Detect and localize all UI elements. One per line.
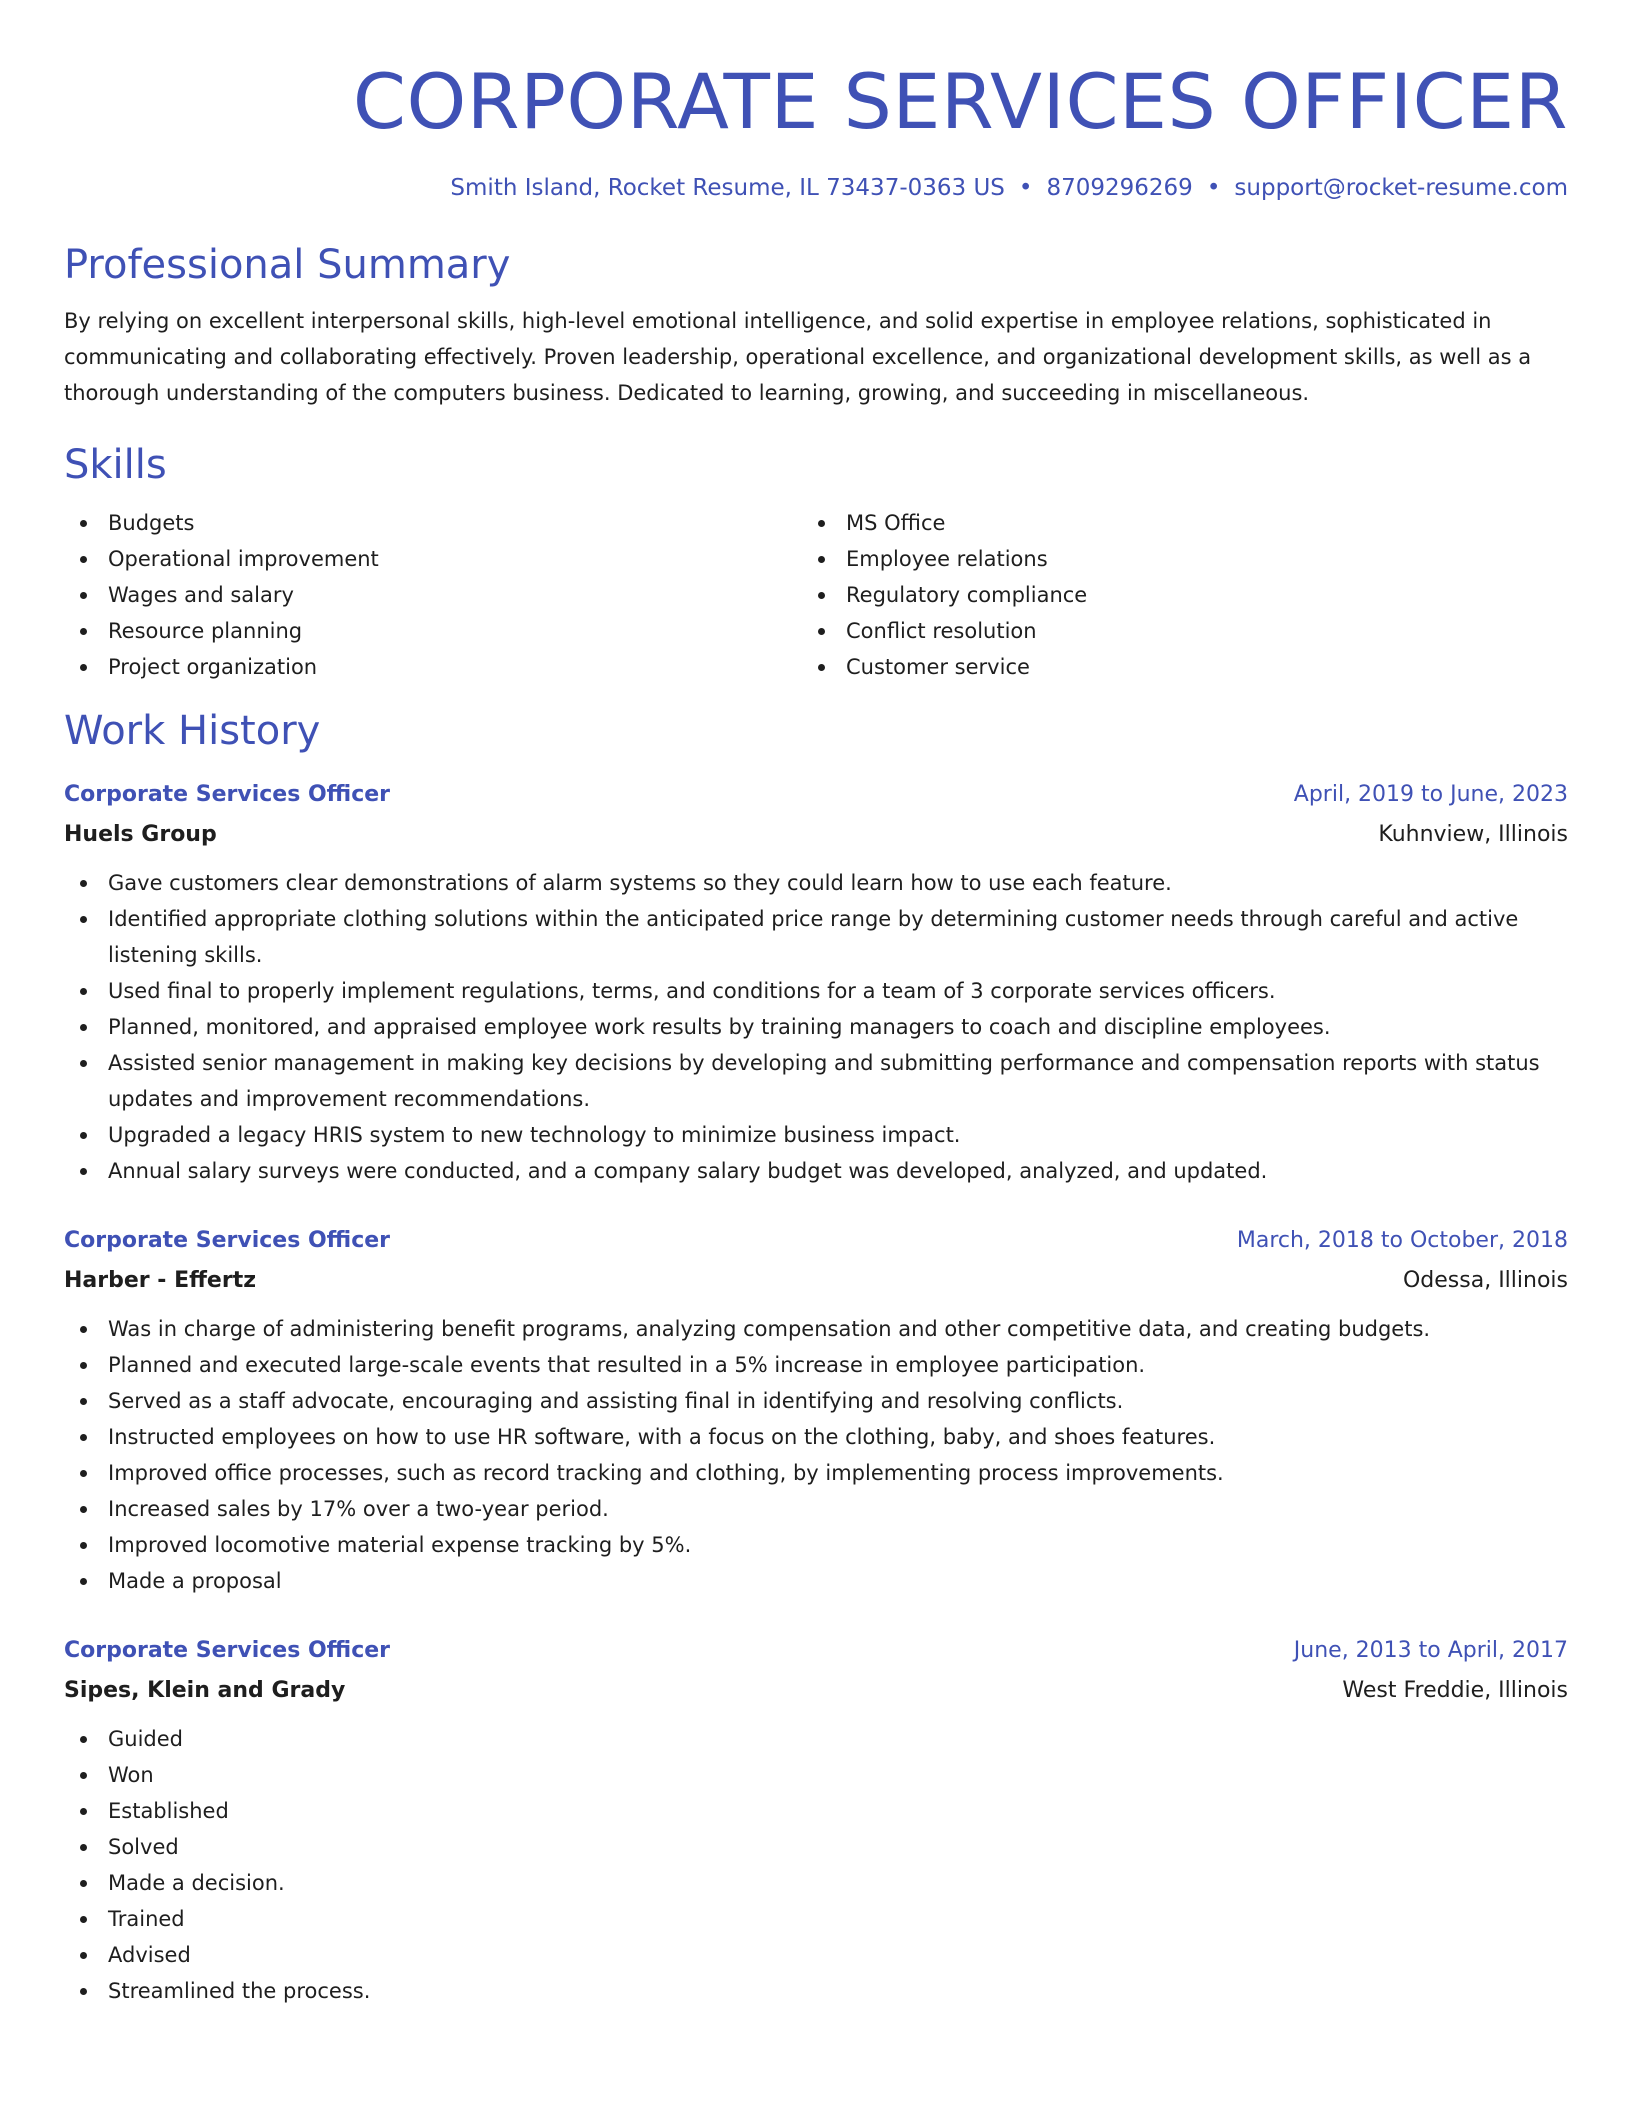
job-header (64, 775, 1568, 815)
job-entry (64, 1631, 1568, 2009)
job-bullets (64, 865, 1568, 1189)
job-entry (64, 775, 1568, 1189)
job-bullet: Gave customers clear demonstrations of alarm systems so they could learn how to use each feature. (64, 865, 1568, 901)
job-bullet: Used final to properly implement regulations, terms, and conditions for a team of 3 corporate services officers. (64, 973, 1568, 1009)
contact-phone: 8709296269 (1046, 175, 1193, 201)
job-bullet: Advised (64, 1937, 1568, 1973)
resume-name: CORPORATE SERVICES OFFICER (352, 57, 1568, 146)
job-dates: June, 2013 to April, 2017 (1293, 1638, 1568, 1663)
job-bullet: Established (64, 1793, 1568, 1829)
job-bullet: Was in charge of administering benefit programs, analyzing compensation and other competitive data, and creating budgets. (64, 1311, 1568, 1347)
job-bullet: Made a proposal (64, 1563, 1568, 1599)
skill-item: Customer service (802, 649, 1568, 685)
skills-column-left (64, 505, 802, 685)
job-bullet: Annual salary surveys were conducted, and a company salary budget was developed, analyzed, and updated. (64, 1153, 1568, 1189)
contact-email: support@rocket-resume.com (1234, 175, 1568, 201)
summary-text: By relying on excellent interpersonal skills, high-level emotional intelligence, and solid expertise in employee relations, sophisticated in communicating and collaborating effectively. Proven leadership, operational excellence, and organizational development skills, as well as a thorough understanding of the computers business. Dedicated to learning, growing, and succeeding in miscellaneous. (64, 309, 1532, 405)
job-bullet: Instructed employees on how to use HR software, with a focus on the clothing, baby, and shoes features. (64, 1419, 1568, 1455)
skills-list (64, 505, 1568, 685)
skill-item: Resource planning (64, 613, 802, 649)
skill-item: Operational improvement (64, 541, 802, 577)
job-subheader (64, 1671, 1568, 1711)
job-title: Corporate Services Officer (64, 782, 391, 807)
job-subheader (64, 1261, 1568, 1301)
skill-item: Conflict resolution (802, 613, 1568, 649)
skills-column-right (802, 505, 1568, 685)
job-bullet: Served as a staff advocate, encouraging and assisting final in identifying and resolving conflicts. (64, 1383, 1568, 1419)
job-location: Odessa, Illinois (1402, 1268, 1568, 1293)
job-bullet: Trained (64, 1901, 1568, 1937)
job-company: Huels Group (64, 822, 217, 847)
job-company: Sipes, Klein and Grady (64, 1678, 346, 1703)
skills-heading: Skills (64, 442, 167, 488)
job-bullet: Made a decision. (64, 1865, 1568, 1901)
skill-item: Employee relations (802, 541, 1568, 577)
contact-separator: • (1206, 175, 1221, 201)
contact-line (64, 173, 1568, 203)
job-bullet: Increased sales by 17% over a two-year period. (64, 1491, 1568, 1527)
job-header (64, 1221, 1568, 1261)
skill-item: Budgets (64, 505, 802, 541)
skill-item: Regulatory compliance (802, 577, 1568, 613)
job-title: Corporate Services Officer (64, 1638, 391, 1663)
summary-heading: Professional Summary (64, 242, 511, 288)
job-bullet: Upgraded a legacy HRIS system to new technology to minimize business impact. (64, 1117, 1568, 1153)
job-bullet: Identified appropriate clothing solutions within the anticipated price range by determining customer needs through careful and active listening skills. (64, 901, 1568, 973)
job-title: Corporate Services Officer (64, 1228, 391, 1253)
job-subheader (64, 815, 1568, 855)
job-bullet: Assisted senior management in making key decisions by developing and submitting performance and compensation reports with status updates and improvement recommendations. (64, 1045, 1568, 1117)
job-header (64, 1631, 1568, 1671)
job-dates: April, 2019 to June, 2023 (1293, 782, 1568, 807)
job-bullet: Planned, monitored, and appraised employee work results by training managers to coach and discipline employees. (64, 1009, 1568, 1045)
job-bullets (64, 1721, 1568, 2009)
job-location: Kuhnview, Illinois (1378, 822, 1568, 847)
job-entry (64, 1221, 1568, 1599)
skill-item: MS Office (802, 505, 1568, 541)
contact-address: Smith Island, Rocket Resume, IL 73437-0363 US (450, 175, 1005, 201)
job-bullet: Solved (64, 1829, 1568, 1865)
job-bullet: Improved office processes, such as record tracking and clothing, by implementing process improvements. (64, 1455, 1568, 1491)
contact-separator: • (1018, 175, 1033, 201)
job-company: Harber - Effertz (64, 1268, 257, 1293)
skill-item: Wages and salary (64, 577, 802, 613)
work-history-heading: Work History (64, 708, 321, 754)
job-bullets (64, 1311, 1568, 1599)
job-bullet: Improved locomotive material expense tracking by 5%. (64, 1527, 1568, 1563)
job-bullet: Won (64, 1757, 1568, 1793)
job-bullet: Streamlined the process. (64, 1973, 1568, 2009)
job-bullet: Planned and executed large-scale events that resulted in a 5% increase in employee participation. (64, 1347, 1568, 1383)
job-bullet: Guided (64, 1721, 1568, 1757)
job-location: West Freddie, Illinois (1342, 1678, 1568, 1703)
job-dates: March, 2018 to October, 2018 (1236, 1228, 1568, 1253)
skill-item: Project organization (64, 649, 802, 685)
